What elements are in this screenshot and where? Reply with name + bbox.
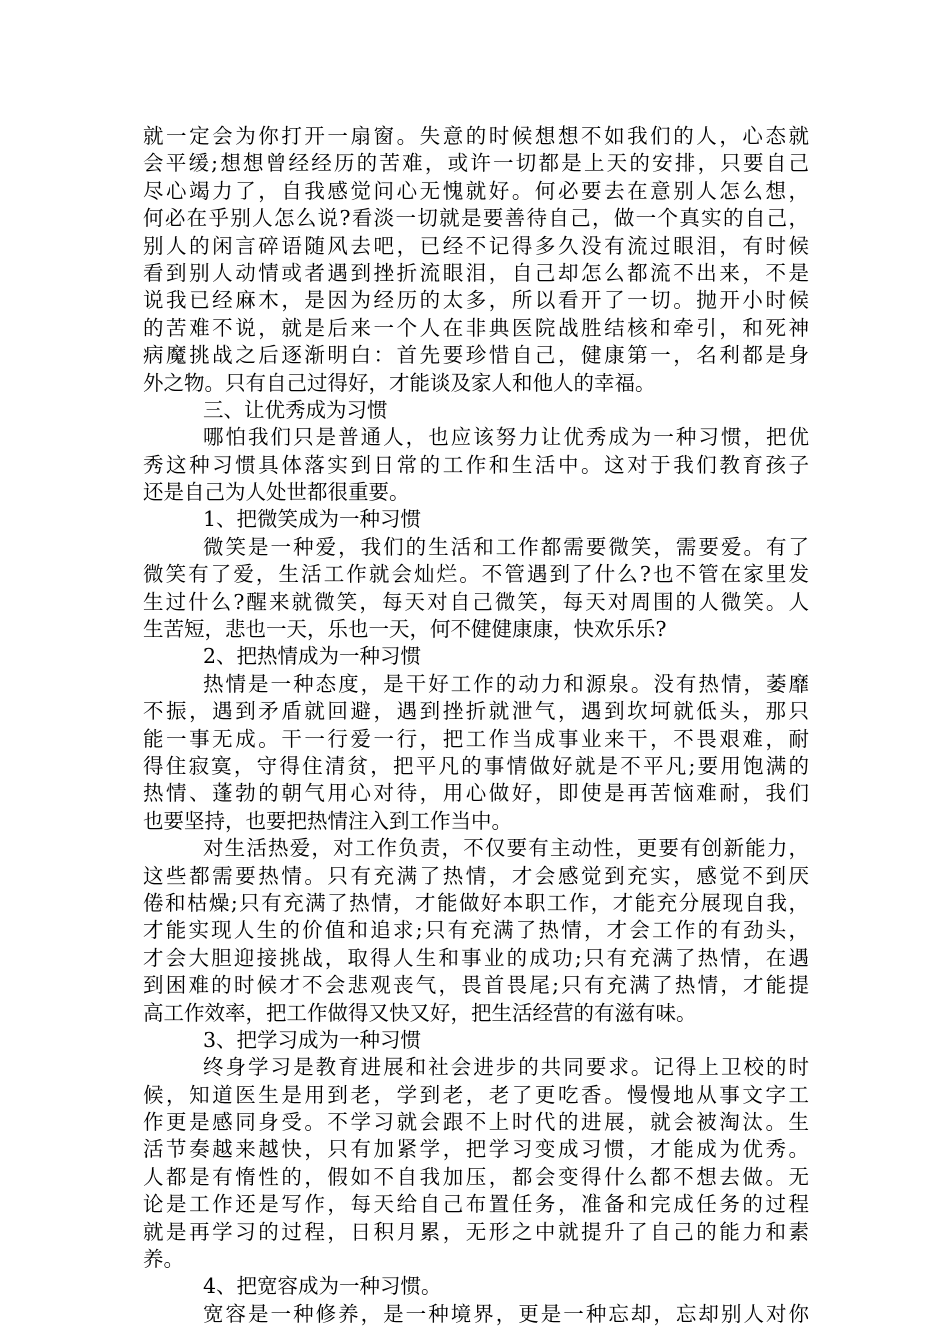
text-line: 才能实现人生的价值和追求;只有充满了热情，才会工作的有劲头， [143,918,809,943]
text-line: 到困难的时候才不会悲观丧气，畏首畏尾;只有充满了热情，才能提 [143,973,809,998]
text-line: 三、让优秀成为习惯 [203,397,388,422]
text-line: 候，知道医生是用到老，学到老，老了更吃香。慢慢地从事文字工 [143,1082,809,1107]
text-line: 宽容是一种修养，是一种境界，更是一种忘却，忘却别人对你 [203,1301,809,1326]
text-line: 热情是一种态度，是干好工作的动力和源泉。没有热情，萎靡 [203,671,809,696]
text-line: 微笑有了爱，生活工作就会灿烂。不管遇到了什么?也不管在家里发 [143,562,809,587]
text-line: 得住寂寞，守得住清贫，把平凡的事情做好就是不平凡;要用饱满的 [143,753,809,778]
text-line: 哪怕我们只是普通人，也应该努力让优秀成为一种习惯，把优 [203,425,809,450]
text-line: 终身学习是教育进展和社会进步的共同要求。记得上卫校的时 [203,1055,809,1080]
text-line: 倦和枯燥;只有充满了热情，才能做好本职工作，才能充分展现自我， [143,890,809,915]
text-line: 尽心竭力了，自我感觉问心无愧就好。何必要去在意别人怎么想， [143,178,809,203]
text-line: 微笑是一种爱，我们的生活和工作都需要微笑，需要爱。有了 [203,534,809,559]
text-line: 4、把宽容成为一种习惯。 [203,1274,442,1299]
text-line: 何必在乎别人怎么说?看淡一切就是要善待自己，做一个真实的自己， [143,206,809,231]
text-line: 高工作效率，把工作做得又快又好，把生活经营的有滋有味。 [143,1000,697,1025]
text-line: 说我已经麻木，是因为经历的太多，所以看开了一切。抛开小时候 [143,288,809,313]
document-body [143,123,809,1328]
text-line: 会平缓;想想曾经经历的苦难，或许一切都是上天的安排，只要自己 [143,151,809,176]
text-line: 论是工作还是写作，每天给自己布置任务，准备和完成任务的过程 [143,1192,809,1217]
text-line: 1、把微笑成为一种习惯 [203,507,422,532]
text-line: 秀这种习惯具体落实到日常的工作和生活中。这对于我们教育孩子 [143,452,809,477]
text-line: 2、把热情成为一种习惯 [203,644,422,669]
text-line: 对生活热爱，对工作负责，不仅要有主动性，更要有创新能力， [203,836,809,861]
text-line: 就一定会为你打开一扇窗。失意的时候想想不如我们的人，心态就 [143,124,809,148]
text-line: 的苦难不说，就是后来一个人在非典医院战胜结核和牵引，和死神 [143,315,809,340]
text-line: 外之物。只有自己过得好，才能谈及家人和他人的幸福。 [143,370,656,395]
text-line: 别人的闲言碎语随风去吧，已经不记得多久没有流过眼泪，有时候 [143,233,809,258]
text-line: 不振，遇到矛盾就回避，遇到挫折就泄气，遇到坎坷就低头，那只 [143,699,809,724]
text-line: 也要坚持，也要把热情注入到工作当中。 [143,808,512,833]
text-line: 热情、蓬勃的朝气用心对待，用心做好，即使是再苦恼难耐，我们 [143,781,809,806]
text-line: 人都是有惰性的，假如不自我加压，都会变得什么都不想去做。无 [143,1164,809,1189]
text-line: 就是再学习的过程，日积月累，无形之中就提升了自己的能力和素 [143,1219,809,1244]
text-line: 这些都需要热情。只有充满了热情，才会感觉到充实，感觉不到厌 [143,863,809,888]
text-line: 作更是感同身受。不学习就会跟不上时代的进展，就会被淘汰。生 [143,1110,809,1135]
text-line: 活节奏越来越快，只有加紧学，把学习变成习惯，才能成为优秀。 [143,1137,809,1162]
text-line: 看到别人动情或者遇到挫折流眼泪，自己却怎么都流不出来，不是 [143,260,809,285]
text-line: 养。 [143,1247,184,1272]
text-line: 生苦短，悲也一天，乐也一天，何不健健康康，快欢乐乐? [143,617,667,642]
text-line: 生过什么?醒来就微笑，每天对自己微笑，每天对周围的人微笑。人 [143,589,809,614]
text-line: 病魔挑战之后逐渐明白：首先要珍惜自己，健康第一，名利都是身 [143,343,809,368]
text-line: 才会大胆迎接挑战，取得人生和事业的成功;只有充满了热情，在遇 [143,945,809,970]
text-line: 能一事无成。干一行爱一行，把工作当成事业来干，不畏艰难，耐 [143,726,809,751]
text-line: 3、把学习成为一种习惯 [203,1027,422,1052]
text-line: 还是自己为人处世都很重要。 [143,480,410,505]
